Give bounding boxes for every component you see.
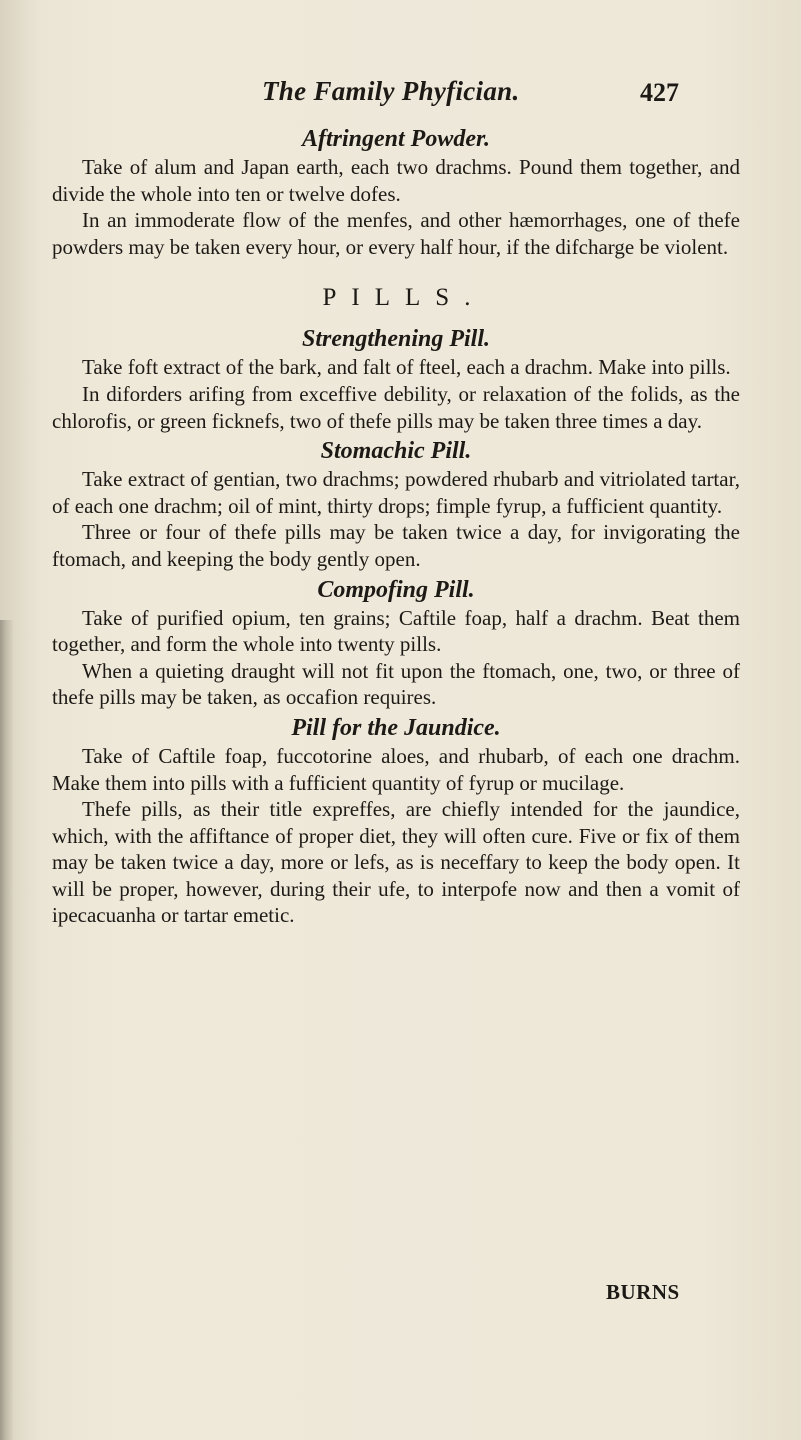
recipe-heading: Stomachic Pill. bbox=[320, 438, 472, 465]
page-header bbox=[0, 76, 801, 116]
paragraph: In an immoderate flow of the menfes, and other hæmorrhages, one of thefe powders may be taken every hour, or every half hour, if the difcharge be violent. bbox=[52, 208, 740, 259]
paragraph: In diforders arifing from exceffive debility, or relaxation of the folids, as the chlorofis, or green ficknefs, two of thefe pills may be taken three times a day. bbox=[52, 381, 740, 433]
paragraph: Thefe pills, as their title expreffes, are chiefly intended for the jaundice, which, with the affiftance of proper diet, they will often cure. Five or fix of them may be taken twice a day, more or lefs, as is neceffary to keep the body open. It will be proper, however, during their ufe, to interpofe now and then a vomit of ipecacuanha or tartar emetic. bbox=[52, 797, 740, 928]
section-heading: Aftringent Powder. bbox=[301, 126, 491, 152]
paragraph: Take of alum and Japan earth, each two drachms. Pound them together, and divide the whole into ten or twelve dofes. bbox=[52, 155, 740, 206]
section-title: PILLS. bbox=[322, 284, 486, 312]
paragraph: Take extract of gentian, two drachms; powdered rhubarb and vitriolated tartar, of each one drachm; oil of mint, thirty drops; fimple fyrup, a fufficient quantity. bbox=[52, 467, 740, 518]
recipe-heading: Pill for the Jaundice. bbox=[291, 714, 501, 741]
paragraph: Take foft extract of the bark, and falt of fteel, each a drachm. Make into pills. bbox=[82, 355, 731, 380]
paragraph: When a quieting draught will not fit upon the ftomach, one, two, or three of thefe pills may be taken, as occafion requires. bbox=[52, 658, 740, 710]
running-title: The Family Phyfician. bbox=[262, 76, 520, 106]
paragraph: Take of Caftile foap, fuccotorine aloes, and rhubarb, of each one drachm. Make them into pills with a fufficient quantity of fyrup or mucilage. bbox=[52, 743, 740, 795]
paragraph: Three or four of thefe pills may be taken twice a day, for invigorating the ftomach, and keeping the body gently open. bbox=[52, 520, 740, 571]
page-number: 427 bbox=[640, 78, 679, 107]
recipe-heading: Strengthening Pill. bbox=[301, 326, 491, 353]
paragraph: Take of purified opium, ten grains; Caftile foap, half a drachm. Beat them together, and form the whole into twenty pills. bbox=[52, 605, 740, 657]
page-body bbox=[52, 122, 740, 929]
catchword: BURNS bbox=[606, 1280, 680, 1304]
page-binding-shadow bbox=[0, 620, 14, 1440]
recipe-heading: Compofing Pill. bbox=[317, 576, 475, 603]
